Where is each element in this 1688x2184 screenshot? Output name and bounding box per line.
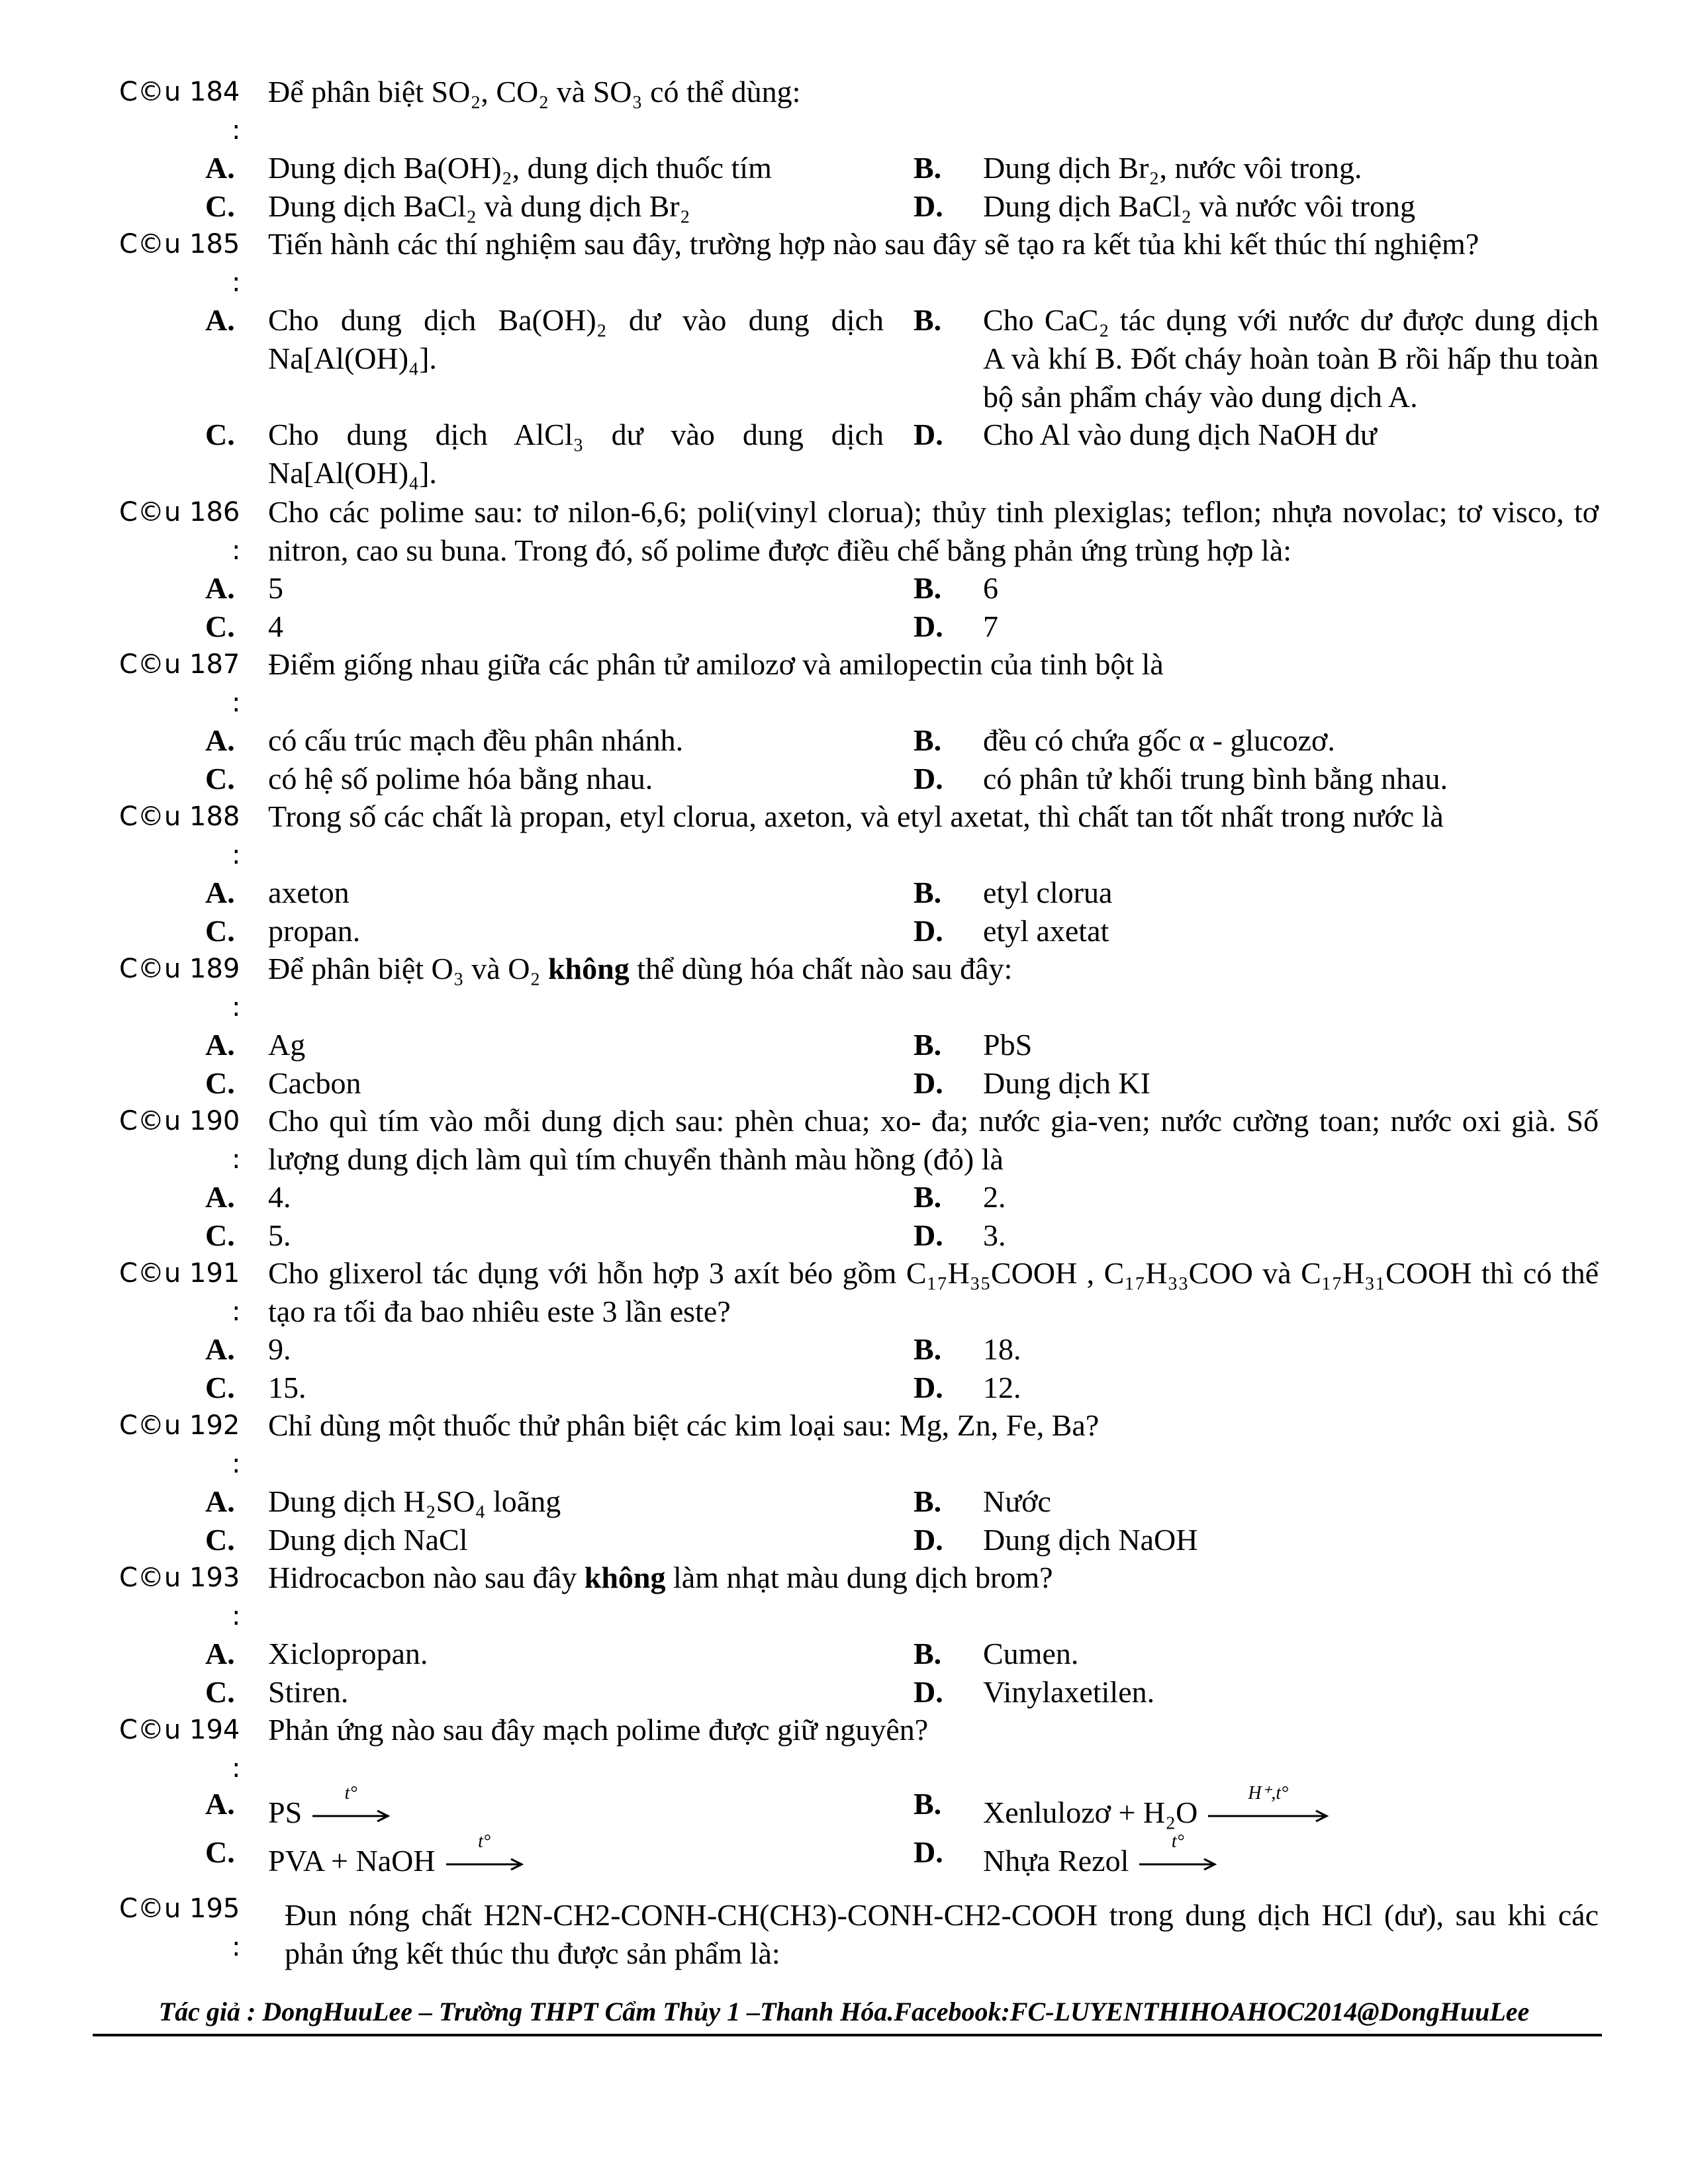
option-label-b: B. <box>914 303 942 337</box>
question-stem: Đun nóng chất H2N-CH2-CONH-CH(CH3)-CONH-CH2-COOH trong dung dịch HCl (dư), sau khi các phản ứng kết thúc thu được sản phẩm là: <box>285 1898 1599 1970</box>
question-stem <box>268 950 1599 988</box>
option-label-c: C. <box>205 418 235 451</box>
option-d: 3. <box>983 1218 1006 1252</box>
option-d: Cho Al vào dung dịch NaOH dư <box>983 418 1377 451</box>
option-label-c: C. <box>205 1066 235 1100</box>
option-a: Xiclopropan. <box>268 1637 428 1670</box>
option-c <box>268 1831 884 1880</box>
question-stem: Điểm giống nhau giữa các phân tử amilozơ và amilopectin của tinh bột là <box>268 647 1164 681</box>
option-b <box>983 1783 1599 1832</box>
question-colon: : <box>232 535 241 566</box>
stem-keyword: không <box>584 1561 666 1594</box>
reaction-arrow-icon <box>1138 1831 1217 1874</box>
question-number: C©u 188 <box>119 801 240 832</box>
question-number: C©u 193 <box>119 1563 240 1593</box>
option-label-a: A. <box>205 723 235 757</box>
question-stem: Cho glixerol tác dụng với hỗn hợp 3 axít béo gồm C₁₇H₃₅COOH , C₁₇H₃₃COO và C₁₇H₃₁COOH thì có thể tạo ra tối đa bao nhiêu este 3 lần este? <box>268 1256 1599 1328</box>
option-a: axeton <box>268 876 350 909</box>
option-b: 18. <box>983 1332 1021 1366</box>
question-number: C©u 189 <box>119 954 240 984</box>
question-number: C©u 194 <box>119 1715 240 1745</box>
option-c: Dung dịch BaCl₂ và dung dịch Br₂ <box>268 189 690 223</box>
question-stem: Tiến hành các thí nghiệm sau đây, trường hợp nào sau đây sẽ tạo ra kết tủa khi kết thúc thí nghiệm? <box>268 227 1479 261</box>
option-label-a: A. <box>205 876 235 909</box>
option-label-d: D. <box>914 1835 943 1869</box>
question-number: C©u 192 <box>119 1410 240 1441</box>
option-label-d: D. <box>914 762 943 796</box>
option-d: Dung dịch KI <box>983 1066 1150 1100</box>
question-number: C©u 184 <box>119 77 240 107</box>
option-label-c: C. <box>205 1675 235 1709</box>
reaction-reactant: PS <box>268 1796 303 1829</box>
option-label-d: D. <box>914 418 943 451</box>
option-label-a: A. <box>205 1028 235 1062</box>
reaction-condition: H⁺,t° <box>1248 1783 1289 1803</box>
option-d: etyl axetat <box>983 914 1109 948</box>
question-colon: : <box>232 1601 241 1631</box>
question-number: C©u 191 <box>119 1258 240 1289</box>
option-label-b: B. <box>914 1332 942 1366</box>
option-label-b: B. <box>914 723 942 757</box>
option-a <box>268 1783 884 1832</box>
question-number: C©u 190 <box>119 1106 240 1136</box>
question-colon: : <box>232 1753 241 1784</box>
option-d: 12. <box>983 1371 1021 1404</box>
option-a: Dung dịch H₂SO₄ loãng <box>268 1484 561 1518</box>
option-a: Cho dung dịch Ba(OH)₂ dư vào dung dịch Na[Al(OH)₄]. <box>268 303 884 375</box>
option-label-a: A. <box>205 1637 235 1670</box>
question-stem: Để phân biệt SO₂, CO₂ và SO₃ có thể dùng: <box>268 75 801 109</box>
option-label-d: D. <box>914 1218 943 1252</box>
stem-text: Hidrocacbon nào sau đây <box>268 1561 585 1594</box>
question-stem: Cho quì tím vào mỗi dung dịch sau: phèn chua; xo- đa; nước gia-ven; nước cường toan; nước oxi già. Số lượng dung dịch làm quì tím chuyển thành màu hồng (đỏ) là <box>268 1104 1599 1176</box>
option-label-c: C. <box>205 1523 235 1557</box>
option-label-a: A. <box>205 151 235 185</box>
option-label-d: D. <box>914 1371 943 1404</box>
reaction-reactant: Nhựa Rezol <box>983 1844 1129 1878</box>
option-d <box>983 1831 1599 1880</box>
option-label-c: C. <box>205 1371 235 1404</box>
stem-text: thể dùng hóa chất nào sau đây: <box>629 952 1013 985</box>
question-number: C©u 186 <box>119 497 240 527</box>
option-b: Dung dịch Br₂, nước vôi trong. <box>983 151 1362 185</box>
option-label-a: A. <box>205 303 235 337</box>
reaction-reactant: Xenlulozơ + H₂O <box>983 1796 1198 1829</box>
question-stem: Chỉ dùng một thuốc thử phân biệt các kim loại sau: Mg, Zn, Fe, Ba? <box>268 1408 1100 1442</box>
option-d: Dung dịch NaOH <box>983 1523 1198 1557</box>
question-number: C©u 185 <box>119 229 240 259</box>
option-a: 5 <box>268 571 283 605</box>
option-c: Cho dung dịch AlCl₃ dư vào dung dịch Na[Al(OH)₄]. <box>268 418 884 490</box>
option-label-c: C. <box>205 1218 235 1252</box>
option-label-b: B. <box>914 1028 942 1062</box>
question-colon: : <box>232 1449 241 1479</box>
question-colon: : <box>232 688 241 718</box>
option-a: 9. <box>268 1332 291 1366</box>
option-label-b: B. <box>914 1637 942 1670</box>
reaction-arrow-icon <box>1207 1783 1329 1825</box>
option-c: Dung dịch NaCl <box>268 1523 468 1557</box>
option-label-d: D. <box>914 1066 943 1100</box>
option-b: Cho CaC₂ tác dụng với nước dư được dung dịch A và khí B. Đốt cháy hoàn toàn B rồi hấp thu toàn bộ sản phẩm cháy vào dung dịch A. <box>983 303 1599 414</box>
option-label-c: C. <box>205 914 235 948</box>
question-number: C©u 187 <box>119 649 240 680</box>
option-label-d: D. <box>914 189 943 223</box>
option-c: 5. <box>268 1218 291 1252</box>
option-label-c: C. <box>205 762 235 796</box>
question-stem: Cho các polime sau: tơ nilon-6,6; poli(vinyl clorua); thủy tinh plexiglas; teflon; nhựa novolac; tơ visco, tơ nitron, cao su buna. Trong đó, số polime được điều chế bằng phản ứng trùng hợp là: <box>268 495 1599 567</box>
option-label-a: A. <box>205 1484 235 1518</box>
page-footer: Tác giả : DongHuuLee – Trường THPT Cẩm Thủy 1 –Thanh Hóa.Facebook:FC-LUYENTHIHOAHOC2014@DongHuuLee <box>158 1997 1530 2026</box>
option-c: Cacbon <box>268 1066 361 1100</box>
option-label-c: C. <box>205 1835 235 1869</box>
option-c: Stiren. <box>268 1675 349 1709</box>
option-c: propan. <box>268 914 361 948</box>
option-b: đều có chứa gốc α - glucozơ. <box>983 723 1335 757</box>
question-colon: : <box>232 992 241 1023</box>
option-label-d: D. <box>914 1675 943 1709</box>
option-a: Dung dịch Ba(OH)₂, dung dịch thuốc tím <box>268 151 772 185</box>
option-label-a: A. <box>205 1332 235 1366</box>
stem-text: làm nhạt màu dung dịch brom? <box>665 1561 1053 1594</box>
option-d: có phân tử khối trung bình bằng nhau. <box>983 762 1448 796</box>
option-label-c: C. <box>205 610 235 643</box>
option-b: Nước <box>983 1484 1051 1518</box>
question-colon: : <box>232 1932 241 1962</box>
option-c: 15. <box>268 1371 306 1404</box>
stem-text: Để phân biệt O₃ và O₂ <box>268 952 548 985</box>
option-b: Cumen. <box>983 1637 1079 1670</box>
option-label-b: B. <box>914 1484 942 1518</box>
question-stem: Trong số các chất là propan, etyl clorua, axeton, và etyl axetat, thì chất tan tốt nhất trong nước là <box>268 799 1444 833</box>
question-stem <box>268 1559 1599 1597</box>
reaction-arrow-icon <box>445 1831 524 1874</box>
footer-divider <box>93 2034 1602 2036</box>
option-label-d: D. <box>914 914 943 948</box>
option-label-d: D. <box>914 1523 943 1557</box>
option-b: 6 <box>983 571 998 605</box>
option-label-a: A. <box>205 1180 235 1214</box>
option-label-b: B. <box>914 151 942 185</box>
reaction-reactant: PVA + NaOH <box>268 1844 436 1878</box>
question-colon: : <box>232 840 241 870</box>
option-label-a: A. <box>205 1787 235 1821</box>
option-a: 4. <box>268 1180 291 1214</box>
reaction-condition: t° <box>478 1831 491 1852</box>
option-d: 7 <box>983 610 998 643</box>
question-number: C©u 195 <box>119 1893 240 1924</box>
question-colon: : <box>232 115 241 146</box>
option-b: PbS <box>983 1028 1033 1062</box>
option-label-c: C. <box>205 189 235 223</box>
reaction-condition: t° <box>1171 1831 1184 1852</box>
option-label-d: D. <box>914 610 943 643</box>
reaction-condition: t° <box>344 1783 357 1803</box>
question-colon: : <box>232 267 241 298</box>
option-a: có cấu trúc mạch đều phân nhánh. <box>268 723 684 757</box>
option-a: Ag <box>268 1028 306 1062</box>
option-label-b: B. <box>914 1787 942 1821</box>
question-stem: Phản ứng nào sau đây mạch polime được giữ nguyên? <box>268 1713 929 1747</box>
question-colon: : <box>232 1144 241 1175</box>
option-d: Vinylaxetilen. <box>983 1675 1155 1709</box>
option-c: 4 <box>268 610 283 643</box>
option-b: 2. <box>983 1180 1006 1214</box>
stem-keyword: không <box>547 952 630 985</box>
option-label-a: A. <box>205 571 235 605</box>
reaction-arrow-icon <box>311 1783 391 1825</box>
option-label-b: B. <box>914 1180 942 1214</box>
option-label-b: B. <box>914 876 942 909</box>
option-d: Dung dịch BaCl₂ và nước vôi trong <box>983 189 1415 223</box>
option-b: etyl clorua <box>983 876 1113 909</box>
option-c: có hệ số polime hóa bằng nhau. <box>268 762 653 796</box>
question-colon: : <box>232 1297 241 1327</box>
option-label-b: B. <box>914 571 942 605</box>
